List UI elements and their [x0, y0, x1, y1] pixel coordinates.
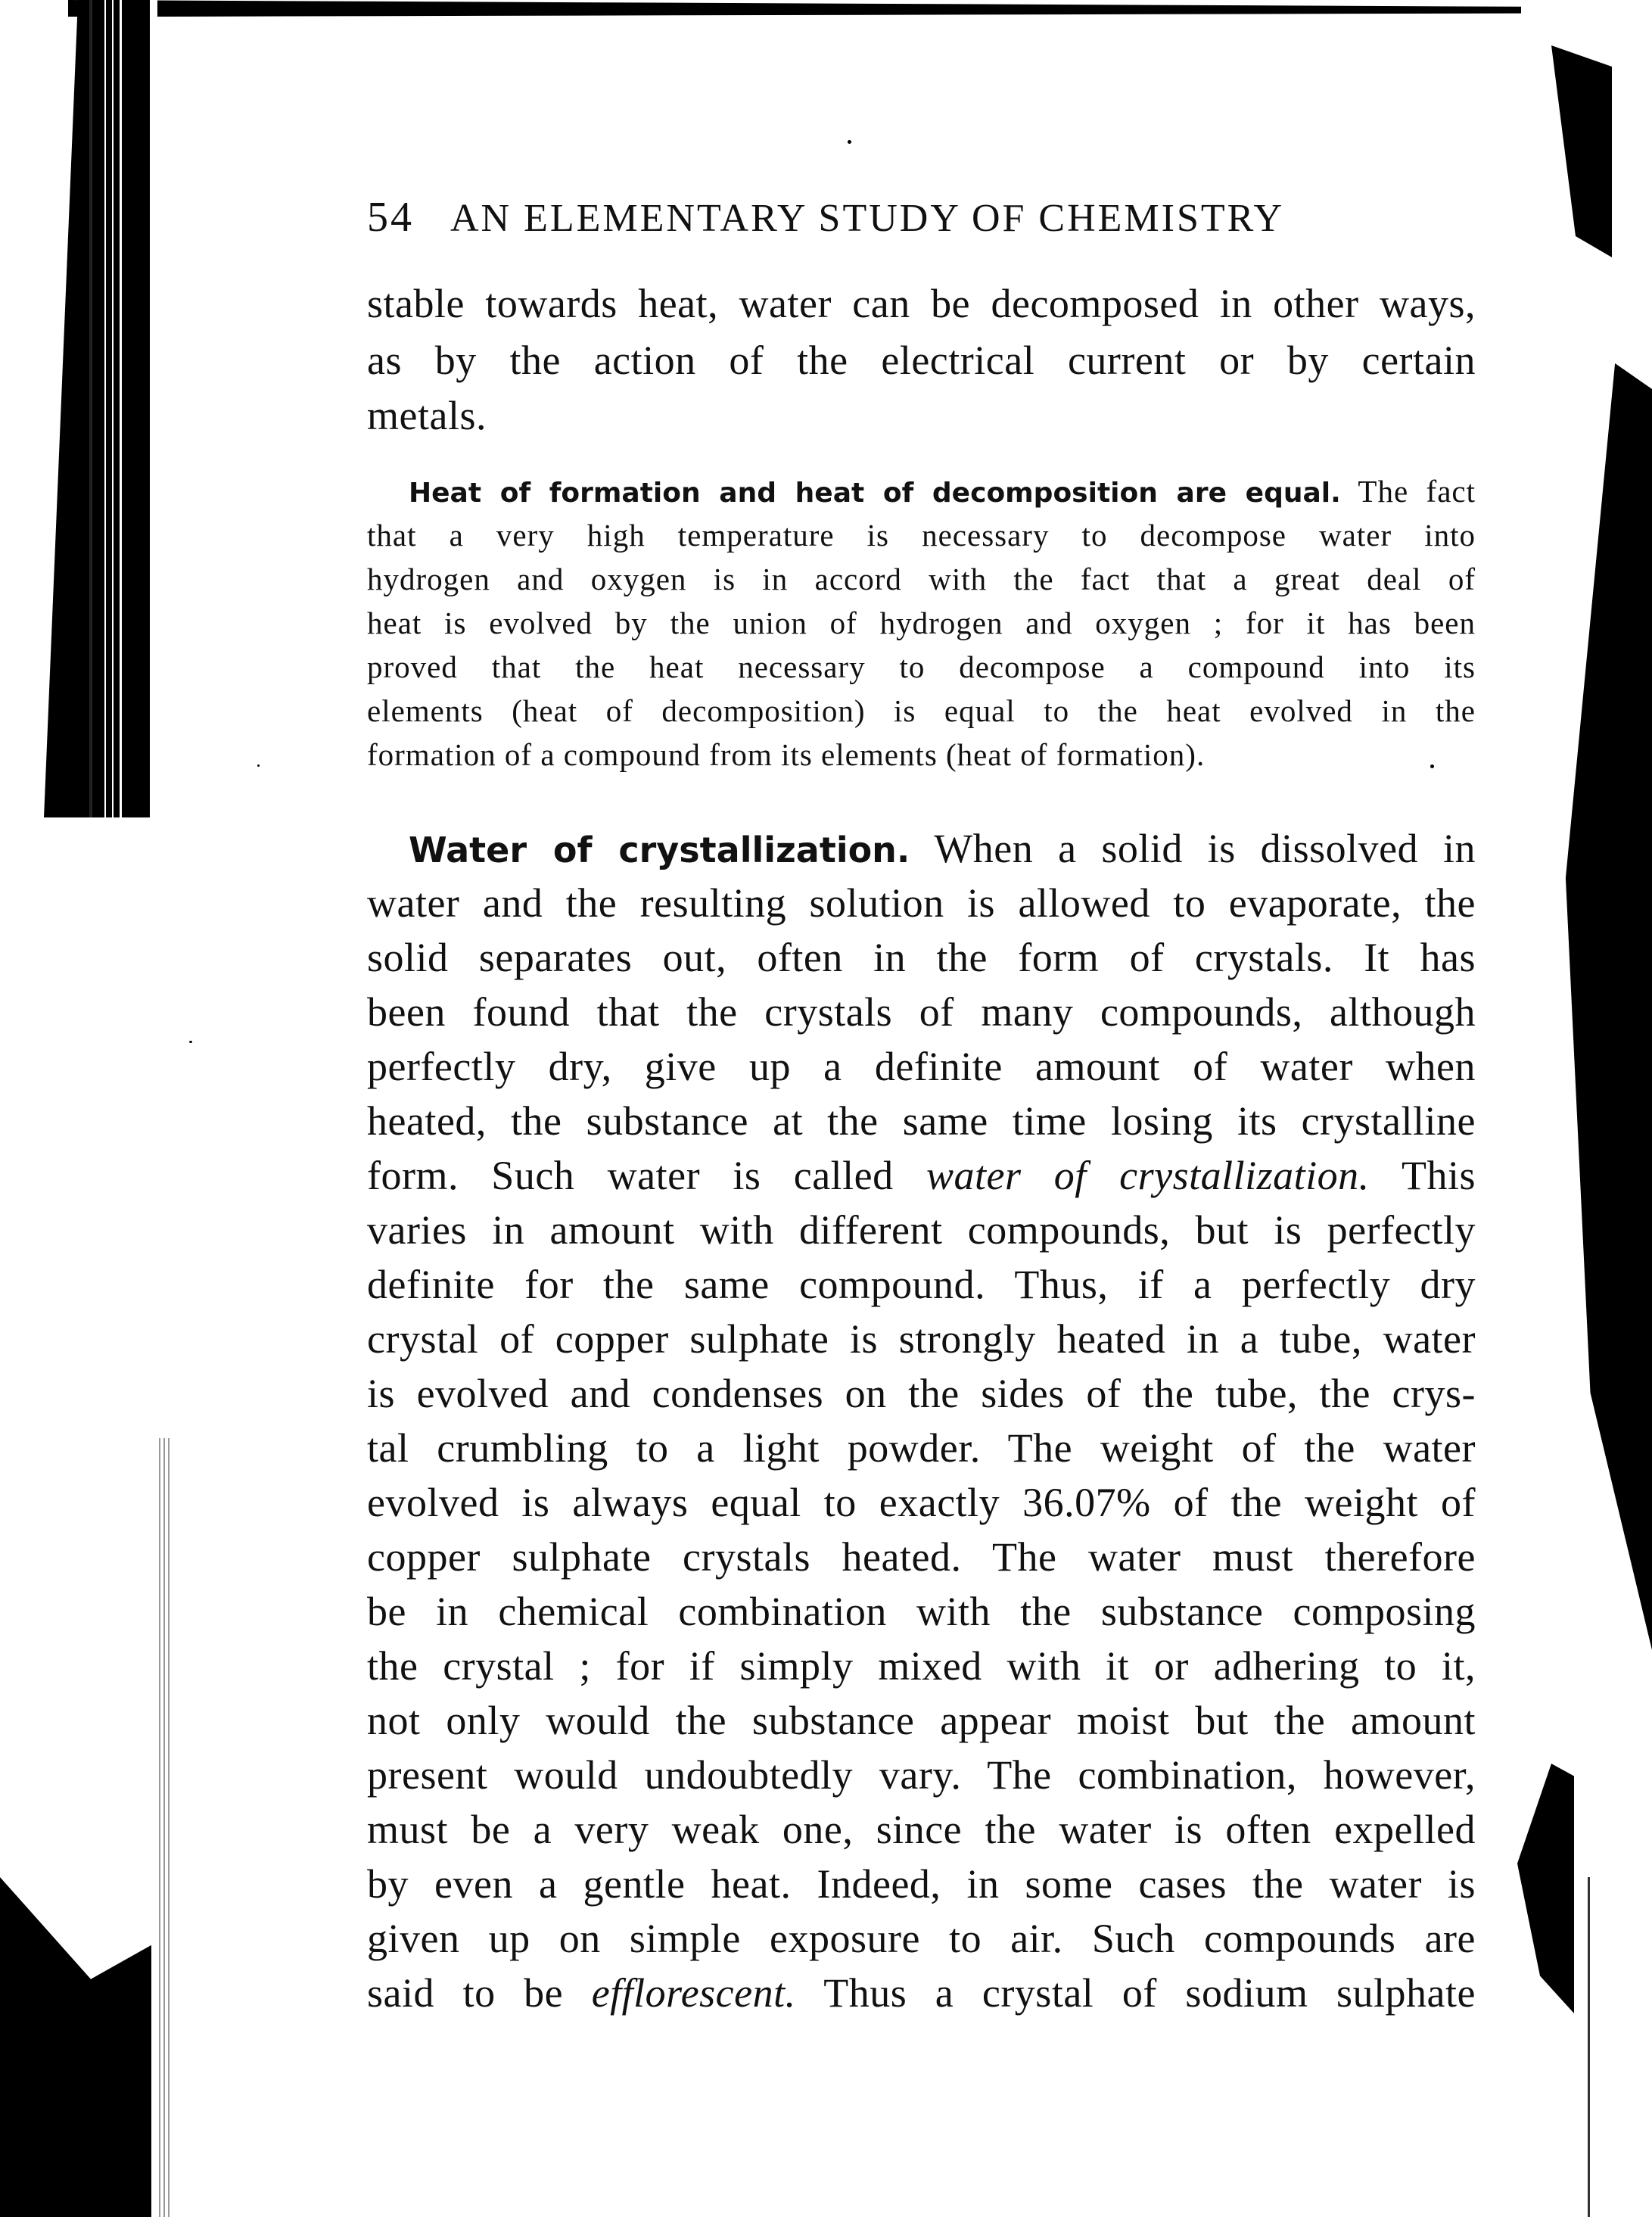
text-segment: form. Such water is called — [367, 1153, 926, 1198]
note-first-line — [409, 473, 1476, 509]
text-line: been found that the crystals of many compounds, although — [367, 989, 1476, 1035]
text-line: definite for the same compound. Thus, if a perfectly dry — [367, 1262, 1476, 1307]
text-line: must be a very weak one, since the water is often expelled — [367, 1807, 1476, 1852]
text-line: stable towards heat, water can be decomposed in other ways, — [367, 281, 1476, 326]
text-line: by even a gentle heat. Indeed, in some cases the water is — [367, 1861, 1476, 1907]
text-line: evolved is always equal to exactly 36.07% of the weight of — [367, 1480, 1476, 1525]
text-line: solid separates out, often in the form of crystals. It has — [367, 935, 1476, 980]
binding-shadow-left — [44, 0, 157, 817]
page-edge-lines — [159, 1438, 171, 2217]
text-line: present would undoubtedly vary. The combination, however, — [367, 1752, 1476, 1798]
binding-shadow-top — [68, 0, 1521, 17]
main-text: When a solid is dissolved in — [910, 826, 1476, 871]
text-line: crystal of copper sulphate is strongly heated in a tube, water — [367, 1316, 1476, 1362]
text-line: as by the action of the electrical current or by certain — [367, 338, 1476, 383]
text-line: tal crumbling to a light powder. The weight of the water — [367, 1425, 1476, 1471]
term-efflorescent: efflorescent. — [591, 1970, 796, 2016]
text-line: heat is evolved by the union of hydrogen and oxygen ; for it has been — [367, 606, 1476, 640]
text-line: proved that the heat necessary to decompose a compound into its — [367, 649, 1476, 684]
text-line: not only would the substance appear moist but the amount — [367, 1698, 1476, 1743]
text-line: given up on simple exposure to air. Such compounds are — [367, 1916, 1476, 1961]
scan-speck — [189, 1041, 192, 1043]
note-heading: Heat of formation and heat of decomposition are equal. — [409, 478, 1341, 509]
note-text: The fact — [1340, 474, 1476, 509]
page-edge-line-right — [1588, 1877, 1590, 2217]
book-title: AN ELEMENTARY STUDY OF CHEMISTRY — [450, 197, 1285, 240]
scan-speck — [1430, 764, 1434, 768]
scan-speck — [848, 140, 851, 144]
running-head — [367, 193, 1381, 241]
section-heading: Water of crystallization. — [409, 830, 910, 870]
page-number: 54 — [367, 194, 414, 241]
text-line: formation of a compound from its elements (heat of formation). — [367, 737, 1206, 772]
text-segment: This — [1369, 1153, 1476, 1198]
text-segment: Thus a crystal of sodium sulphate — [795, 1970, 1476, 2016]
text-line: metals. — [367, 393, 487, 438]
text-line: hydrogen and oxygen is in accord with the fact that a great deal of — [367, 562, 1476, 596]
text-line: water and the resulting solution is allowed to evaporate, the — [367, 880, 1476, 926]
term-water-of-crystallization: water of crystallization. — [926, 1153, 1370, 1198]
text-line: that a very high temperature is necessary to decompose water into — [367, 518, 1476, 553]
binding-shadow-left-bottom — [0, 1877, 151, 2217]
main-first-line — [409, 825, 1476, 872]
text-line: varies in amount with different compounds, but is perfectly — [367, 1207, 1476, 1253]
text-line: heated, the substance at the same time losing its crystalline — [367, 1098, 1476, 1144]
text-line: perfectly dry, give up a definite amount of water when — [367, 1044, 1476, 1089]
text-line: copper sulphate crystals heated. The water must therefore — [367, 1534, 1476, 1580]
text-line: elements (heat of decomposition) is equal to the heat evolved in the — [367, 693, 1476, 728]
text-line-with-term — [367, 1969, 1476, 2016]
text-line-with-term — [367, 1152, 1476, 1199]
scan-shadow-right-top — [1551, 45, 1612, 257]
scan-speck — [257, 764, 260, 767]
text-line: is evolved and condenses on the sides of the tube, the crys- — [367, 1371, 1476, 1416]
scan-shadow-right-bottom — [1517, 1764, 1574, 2013]
text-segment: said to be — [367, 1970, 592, 2016]
text-line: the crystal ; for if simply mixed with it or adhering to it, — [367, 1643, 1476, 1689]
scan-shadow-right-middle — [1529, 363, 1652, 1650]
text-line: be in chemical combination with the substance composing — [367, 1589, 1476, 1634]
